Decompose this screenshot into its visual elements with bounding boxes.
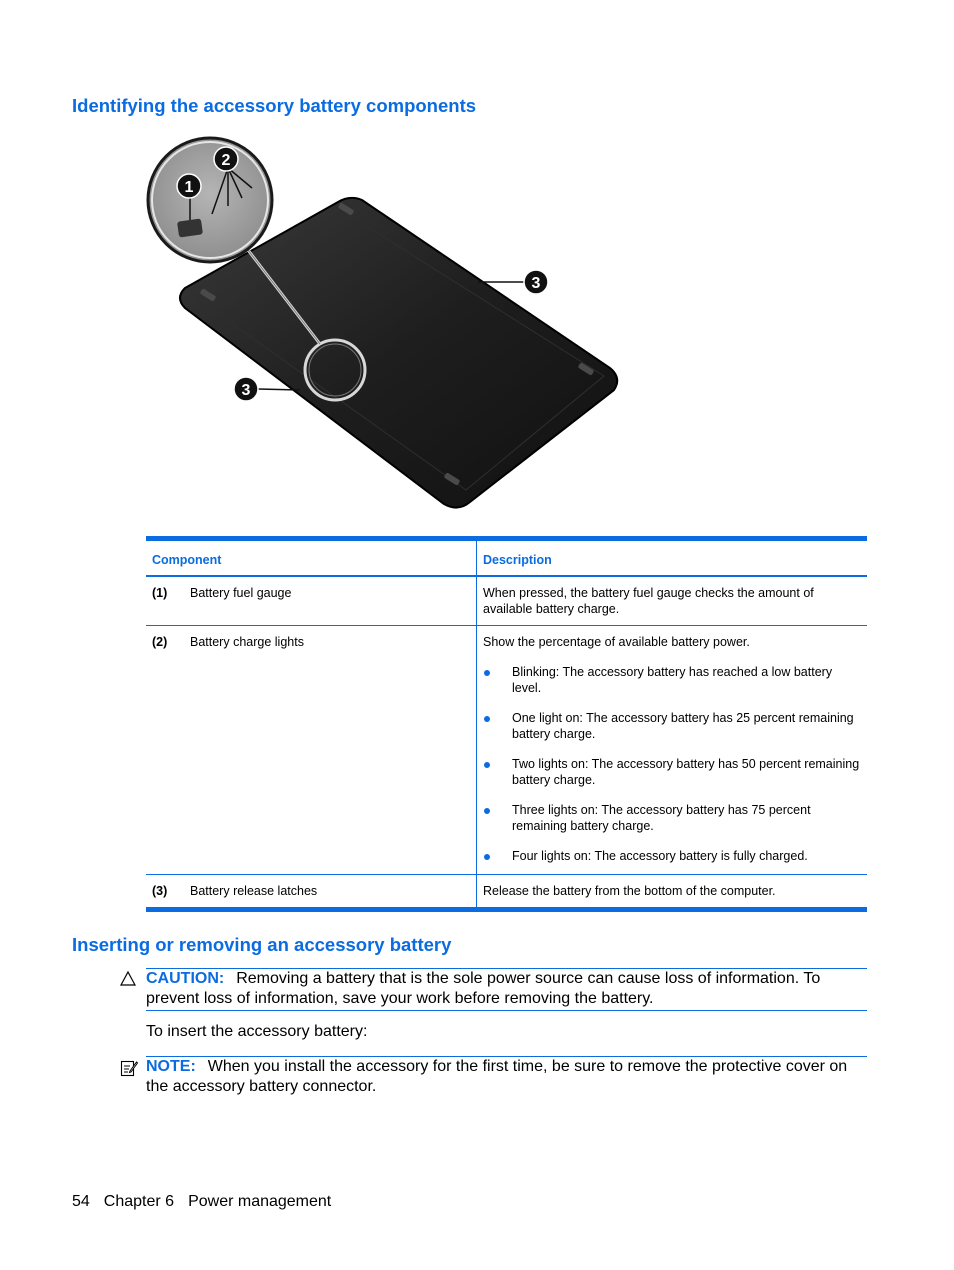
bullet-icon — [484, 808, 490, 814]
caution-label: CAUTION: — [146, 970, 225, 987]
footer-chapter: Chapter 6 — [103, 1193, 175, 1210]
svg-text:3: 3 — [241, 382, 251, 399]
section-heading-identify: Identifying the accessory battery components — [72, 95, 477, 116]
callout-2 — [214, 147, 238, 171]
table-row — [146, 875, 867, 910]
row-number: (1) — [146, 576, 186, 626]
caution-triangle-icon — [120, 971, 136, 986]
caution-text: Removing a battery that is the sole power source can cause loss of information. To prevent loss of information, save your work before removing the battery. — [146, 970, 821, 1007]
section-heading-insert: Inserting or removing an accessory battery — [72, 934, 452, 955]
charge-lights-list — [483, 664, 861, 864]
list-item: Four lights on: The accessory battery is fully charged. — [483, 848, 861, 864]
row-component: Battery fuel gauge — [186, 576, 477, 626]
footer-section: Power management — [188, 1193, 332, 1210]
svg-text:2: 2 — [221, 152, 231, 169]
table-row — [146, 576, 867, 626]
callout-1 — [177, 174, 201, 198]
list-item: One light on: The accessory battery has 25 percent remaining battery charge. — [483, 710, 861, 742]
svg-text:1: 1 — [184, 179, 194, 196]
callout-3-right — [524, 270, 548, 294]
callout-3-left — [234, 377, 258, 401]
bullet-icon — [484, 762, 490, 768]
note-text: When you install the accessory for the first time, be sure to remove the protective cover on the accessory battery connector. — [146, 1058, 848, 1095]
table-header-description: Description — [477, 539, 868, 577]
caution-notice — [146, 968, 867, 1011]
row-description-cell — [477, 626, 868, 875]
note-label: NOTE: — [146, 1058, 196, 1075]
components-table — [146, 536, 867, 912]
row-component: Battery charge lights — [186, 626, 477, 875]
list-item: Blinking: The accessory battery has reached a low battery level. — [483, 664, 861, 696]
bullet-icon — [484, 854, 490, 860]
list-item: Two lights on: The accessory battery has 50 percent remaining battery charge. — [483, 756, 861, 788]
row-component: Battery release latches — [190, 884, 318, 898]
page-footer — [72, 1193, 345, 1211]
row-description: Release the battery from the bottom of the computer. — [477, 875, 868, 910]
note-notice — [146, 1056, 867, 1098]
table-header-component: Component — [146, 539, 477, 577]
insert-intro-text: To insert the accessory battery: — [146, 1023, 368, 1040]
row-number: (2) — [146, 626, 186, 875]
list-item: Three lights on: The accessory battery has 75 percent remaining battery charge. — [483, 802, 861, 834]
bullet-icon — [484, 670, 490, 676]
note-pencil-icon — [120, 1059, 138, 1077]
svg-text:3: 3 — [531, 275, 541, 292]
bullet-icon — [484, 716, 490, 722]
row-description: When pressed, the battery fuel gauge checks the amount of available battery charge. — [477, 576, 868, 626]
row-description: Show the percentage of available battery power. — [483, 635, 750, 649]
page-number: 54 — [72, 1193, 90, 1210]
accessory-battery-illustration — [140, 130, 630, 520]
row-number: (3) — [152, 884, 168, 898]
table-row — [146, 626, 867, 875]
